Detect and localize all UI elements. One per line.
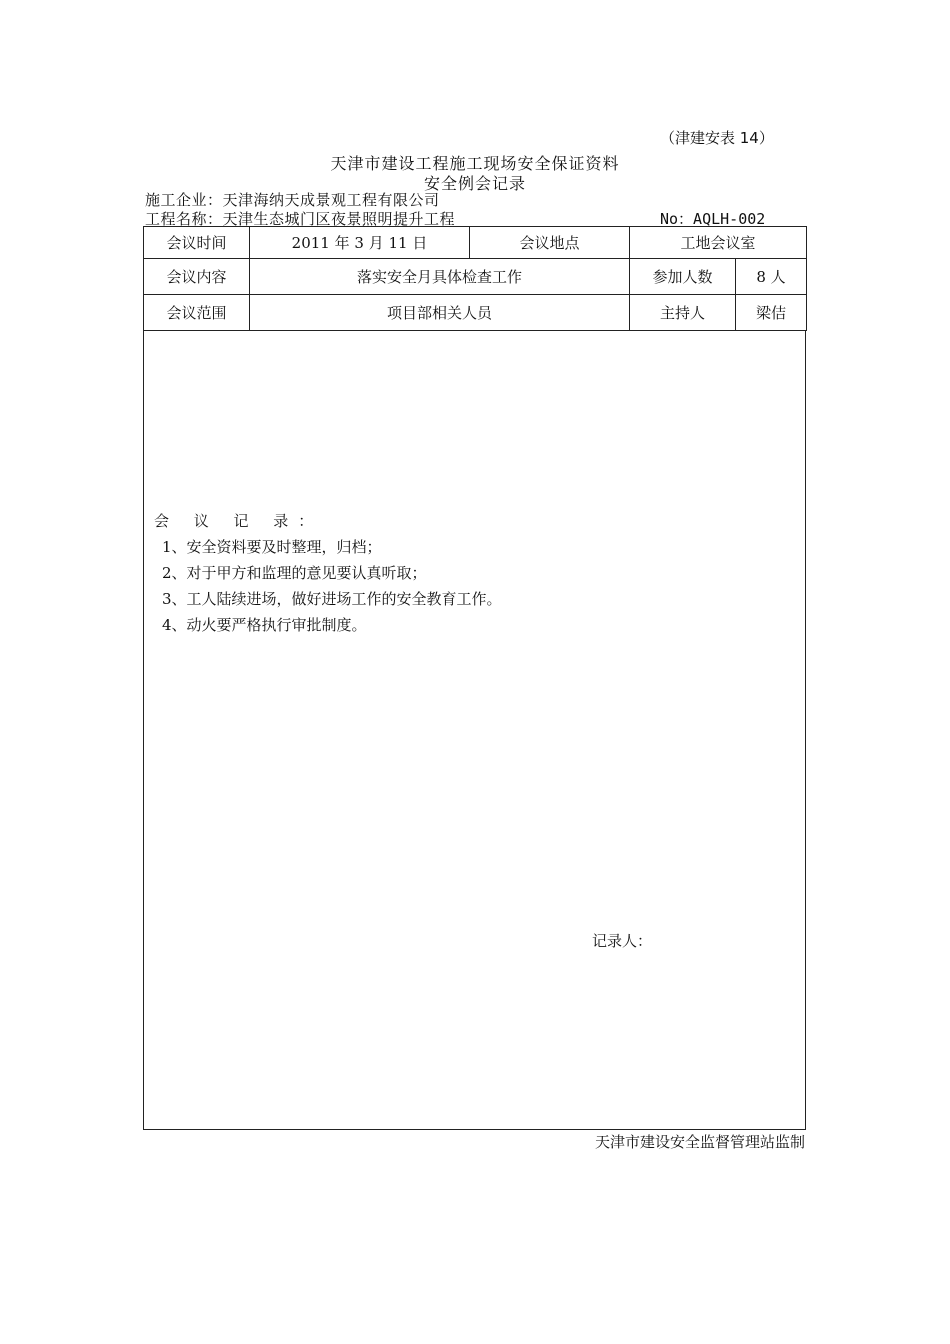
table-row	[144, 295, 807, 331]
host-value: 梁佶	[736, 295, 807, 331]
meeting-info-table	[143, 226, 807, 331]
document-title: 天津市建设工程施工现场安全保证资料	[330, 154, 620, 173]
meeting-location-value: 工地会议室	[630, 227, 807, 259]
list-item: 3、工人陆续进场，做好进场工作的安全教育工作。	[162, 590, 502, 608]
meeting-content-label: 会议内容	[144, 259, 250, 295]
meeting-time-label: 会议时间	[144, 227, 250, 259]
footer-issuer: 天津市建设安全监督管理站监制	[594, 1133, 805, 1151]
document-number: No：AQLH-002	[660, 210, 766, 228]
record-list	[162, 534, 502, 638]
list-item: 4、动火要严格执行审批制度。	[162, 616, 367, 634]
meeting-content-value: 落实安全月具体检查工作	[250, 259, 630, 295]
company-line: 施工企业：天津海纳天成景观工程有限公司	[145, 191, 440, 209]
project-line: 工程名称：天津生态城门区夜景照明提升工程	[145, 210, 456, 228]
list-item: 2、对于甲方和监理的意见要认真听取；	[162, 564, 427, 582]
meeting-time-value: 2011 年 3 月 11 日	[250, 227, 470, 259]
meeting-scope-label: 会议范围	[144, 295, 250, 331]
attendees-value: 8 人	[736, 259, 807, 295]
document-subtitle: 安全例会记录	[423, 174, 526, 193]
recorder-label: 记录人：	[592, 932, 653, 950]
form-code: （津建安表 14）	[660, 129, 774, 147]
list-item: 1、安全资料要及时整理，归档；	[162, 538, 382, 556]
table-row	[144, 227, 807, 259]
meeting-scope-value: 项目部相关人员	[250, 295, 630, 331]
meeting-location-label: 会议地点	[470, 227, 630, 259]
attendees-label: 参加人数	[630, 259, 736, 295]
table-row	[144, 259, 807, 295]
record-heading: 会 议 记 录：	[154, 512, 324, 530]
host-label: 主持人	[630, 295, 736, 331]
meeting-record-box	[143, 330, 806, 1130]
